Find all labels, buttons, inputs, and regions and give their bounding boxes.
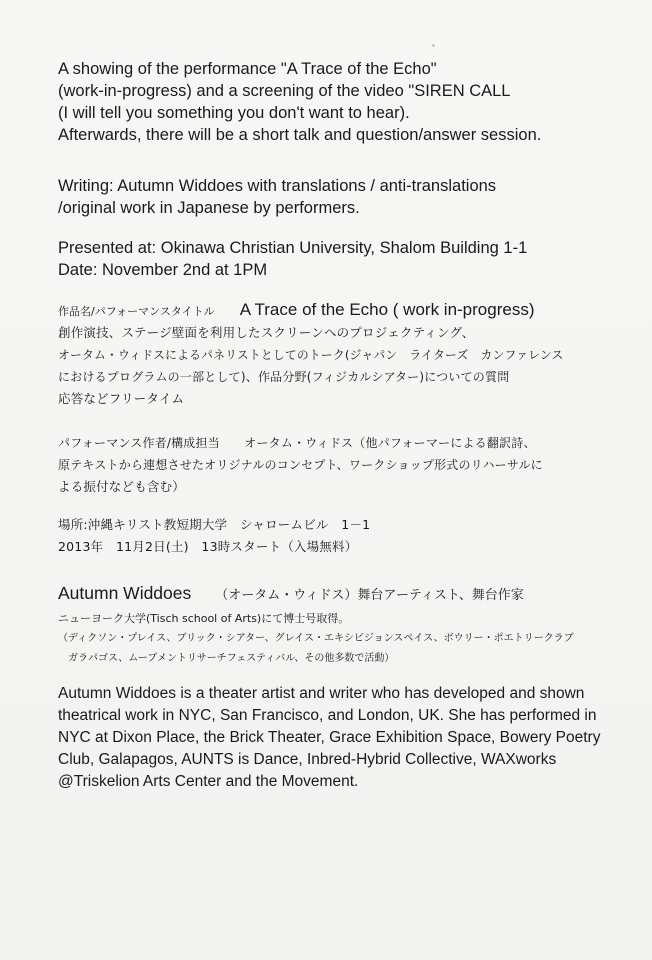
bio-english <box>58 683 600 793</box>
jp-title-row <box>58 300 535 322</box>
artist-name: Autumn Widdoes <box>58 583 192 603</box>
jp-desc-line: におけるプログラムの一部として)、作品分野(フィジカルシアター)についての質問 <box>58 370 510 384</box>
jp-author-line: よる振付なども含む） <box>58 479 186 494</box>
paper-speck <box>432 44 435 47</box>
writing-credit <box>58 175 496 219</box>
jp-date-line: 2013年 11月2日(土) 13時スタート（入場無料） <box>58 539 358 554</box>
jp-author-line: パフォーマンス作者/構成担当 オータム・ウィドス（他パフォーマーによる翻訳詩、 <box>58 436 536 450</box>
writing-line: /original work in Japanese by performers. <box>58 199 360 217</box>
performance-title: A Trace of the Echo ( work in-progress) <box>239 300 535 319</box>
jp-title-label: 作品名/パフォーマンスタイトル <box>58 305 215 318</box>
jp-place-line: 場所:沖縄キリスト教短期大学 シャロームビル 1－1 <box>58 517 371 532</box>
bio-line: NYC at Dixon Place, the Brick Theater, Grace Exhibition Space, Bowery Poetry <box>58 729 601 746</box>
jp-desc-line: オータム・ウィドスによるパネリストとしてのトーク(ジャパン ライターズ カンファレンス <box>58 348 564 362</box>
jp-place-date <box>58 514 370 558</box>
date-line: Date: November 2nd at 1PM <box>58 261 268 279</box>
artist-role: （オータム・ウィドス）舞台アーティスト、舞台作家 <box>215 588 524 603</box>
artist-venues-line: （ディクソン・プレイス、ブリック・シアター、グレイス・エキシビジョンスペイス、ボウリー・ポエトリークラブ <box>58 633 574 644</box>
writing-line: Writing: Autumn Widdoes with translations / anti-translations <box>58 177 497 195</box>
intro-line: (work-in-progress) and a screening of the video "SIREN CALL <box>58 82 511 100</box>
intro-line: A showing of the performance "A Trace of the Echo" <box>58 60 437 78</box>
intro-paragraph <box>58 58 541 146</box>
jp-desc-line: 創作演技、ステージ壁面を利用したスクリーンへのプロジェクティング、 <box>58 325 475 340</box>
jp-author-credit <box>58 432 543 498</box>
bio-line: @Triskelion Arts Center and the Movement. <box>58 773 359 790</box>
bio-line: Autumn Widdoes is a theater artist and writer who has developed and shown <box>58 685 585 702</box>
bio-heading <box>58 580 574 609</box>
bio-line: Club, Galapagos, AUNTS is Dance, Inbred-Hybrid Collective, WAXworks <box>58 751 557 768</box>
jp-description <box>58 322 564 410</box>
artist-degree: ニューヨーク大学(Tisch school of Arts)にて博士号取得。 <box>58 612 350 625</box>
venue-line: Presented at: Okinawa Christian University, Shalom Building 1-1 <box>58 239 528 257</box>
jp-desc-line: 応答などフリータイム <box>58 391 185 406</box>
jp-bio <box>58 580 574 669</box>
jp-author-line: 原テキストから連想させたオリジナルのコンセプト、ワークショップ形式のリハーサルに <box>58 458 543 472</box>
venue-date <box>58 237 527 281</box>
artist-venues-line: ガラパゴス、ムーブメントリサーチフェスティバル、その他多数で活動） <box>58 653 395 664</box>
intro-line: Afterwards, there will be a short talk and question/answer session. <box>58 126 542 144</box>
intro-line: (I will tell you something you don't want to hear). <box>58 104 410 122</box>
bio-line: theatrical work in NYC, San Francisco, and London, UK. She has performed in <box>58 707 597 724</box>
